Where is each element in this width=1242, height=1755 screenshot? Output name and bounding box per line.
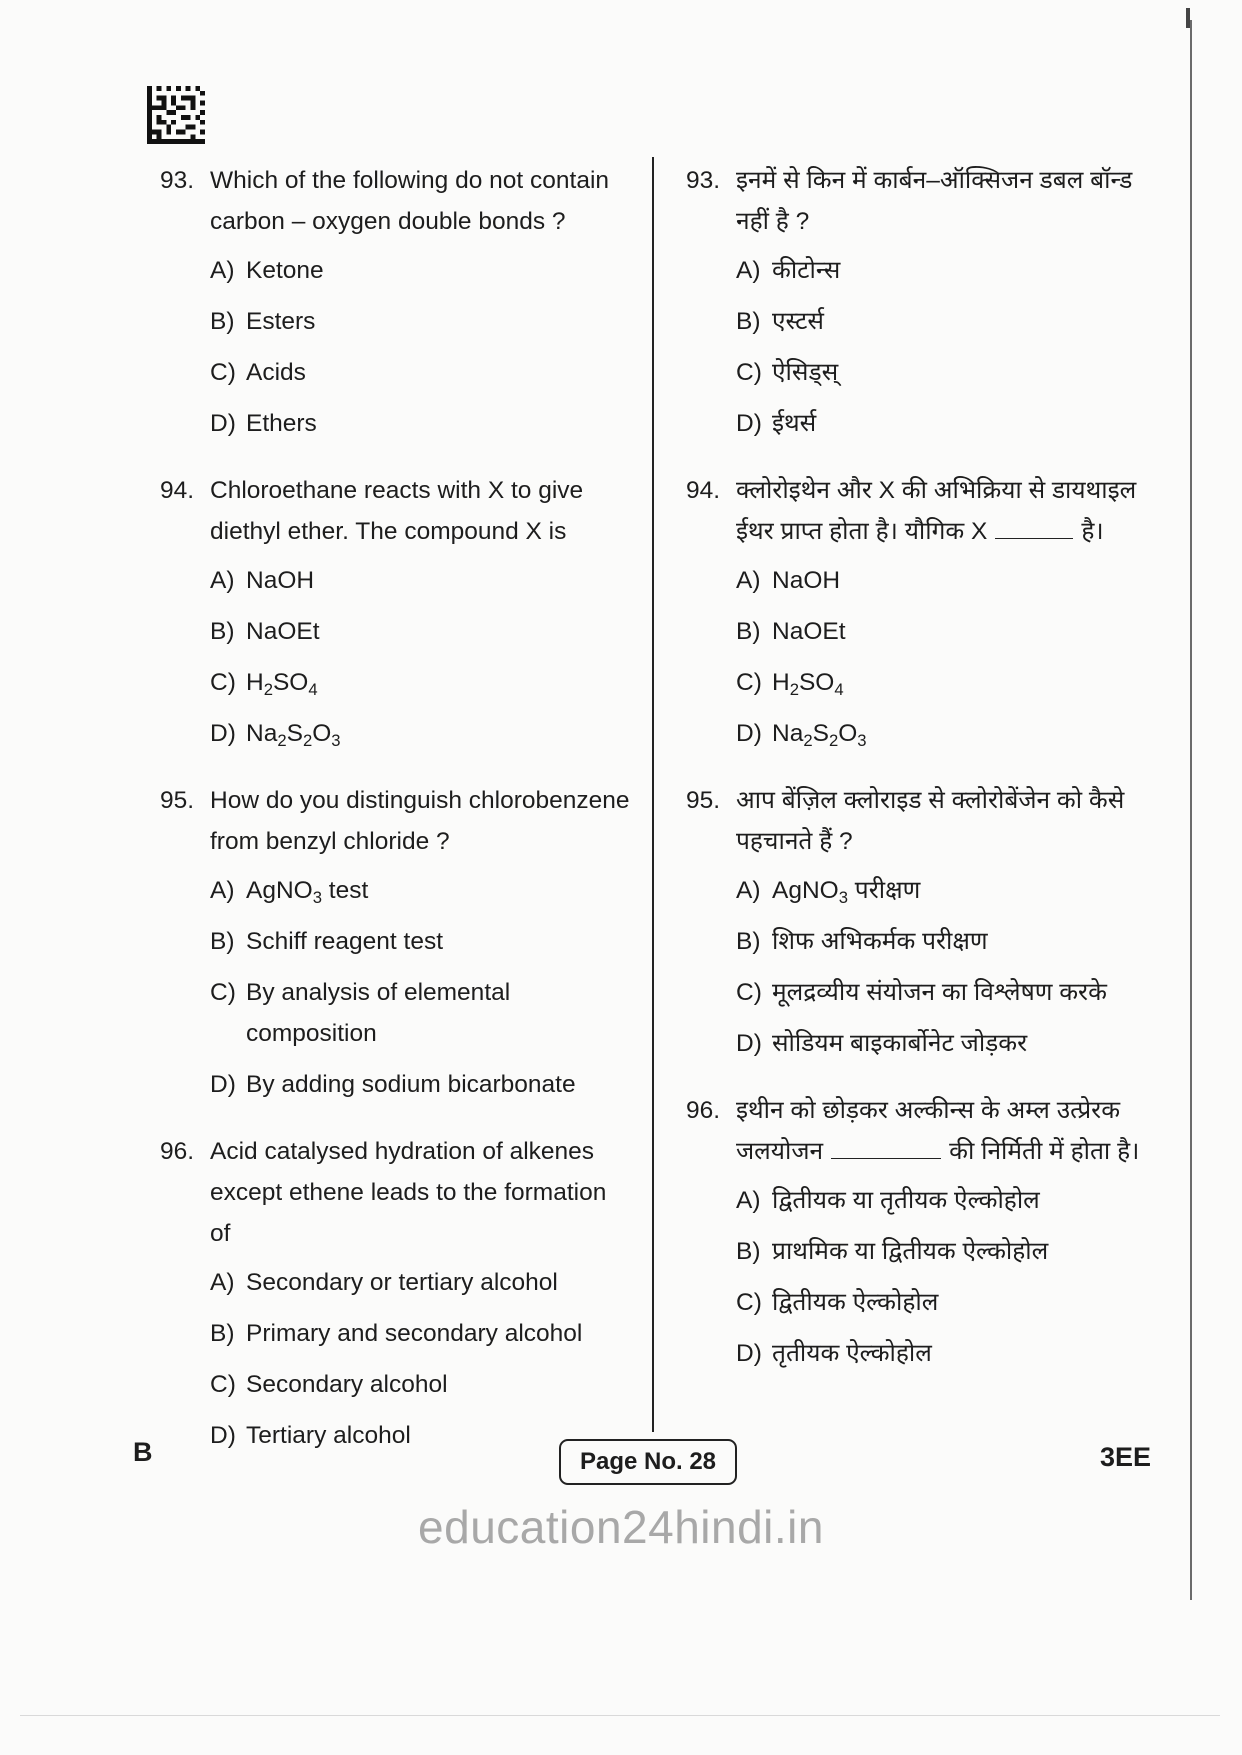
option-d [736, 1333, 1156, 1374]
option-letter: C) [736, 1289, 762, 1316]
question-number: 96. [686, 1097, 721, 1124]
question-93-en [160, 160, 630, 444]
option-a [210, 250, 630, 291]
hindi-column [686, 160, 1156, 1384]
question-96-en [160, 1131, 630, 1456]
option-c [736, 1282, 1156, 1323]
answer-blank [995, 538, 1073, 539]
question-94-en [160, 470, 630, 754]
option-d [736, 1023, 1156, 1064]
question-94-hi [686, 470, 1156, 754]
option-c [736, 662, 1156, 703]
option-text: तृतीयक ऐल्कोहोल [772, 1340, 932, 1367]
option-letter: D) [736, 720, 762, 747]
question-number: 94. [160, 477, 195, 504]
option-b [736, 611, 1156, 652]
option-c [210, 972, 630, 1054]
option-letter: C) [210, 979, 236, 1006]
option-letter: B) [210, 1320, 235, 1347]
option-letter: C) [210, 669, 236, 696]
option-b [210, 611, 630, 652]
option-d [210, 713, 630, 754]
option-c [210, 352, 630, 393]
option-letter: D) [736, 1340, 762, 1367]
option-text: द्वितीयक ऐल्कोहोल [772, 1289, 939, 1316]
column-divider [652, 157, 654, 1432]
option-letter: C) [736, 359, 762, 386]
question-text-end: है। [1081, 518, 1104, 545]
option-text: Acids [246, 359, 306, 386]
question-text: Acid catalysed hydration of alkenes except ethene leads to the formation of [210, 1138, 607, 1247]
option-d [210, 403, 630, 444]
page-number-box: Page No. 28 [559, 1439, 737, 1485]
watermark: education24hindi.in [418, 1501, 824, 1553]
option-text: $Na_2S_2O_3$ [246, 720, 341, 750]
option-letter: B) [210, 928, 235, 955]
option-a [736, 560, 1156, 601]
option-text: NaOEt [246, 618, 320, 645]
option-a [736, 250, 1156, 291]
option-letter: A) [210, 567, 235, 594]
option-letter: B) [736, 308, 761, 335]
option-letter: C) [736, 979, 762, 1006]
option-d [736, 403, 1156, 444]
option-text: ईथर्स [772, 410, 817, 437]
question-95-en [160, 780, 630, 1105]
option-text: Esters [246, 308, 316, 335]
option-text: Ketone [246, 257, 324, 284]
question-number: 93. [686, 167, 721, 194]
option-b [210, 921, 630, 962]
question-text: How do you distinguish chlorobenzene from benzyl chloride ? [210, 787, 630, 855]
option-a [210, 1262, 630, 1303]
option-letter: A) [736, 257, 761, 284]
question-93-hi [686, 160, 1156, 444]
option-c [736, 972, 1156, 1013]
option-text: Secondary alcohol [246, 1371, 448, 1398]
question-text: Chloroethane reacts with X to give diethyl ether. The compound X is [210, 477, 584, 545]
option-b [736, 921, 1156, 962]
option-letter: B) [736, 618, 761, 645]
option-b [736, 1231, 1156, 1272]
option-letter: C) [736, 669, 762, 696]
question-text: Which of the following do not contain carbon – oxygen double bonds ? [210, 167, 610, 235]
option-a [736, 1180, 1156, 1221]
question-text: आप बेंज़िल क्लोराइड से क्लोरोबेंजेन को कैसे पहचानते हैं ? [736, 787, 1125, 855]
option-text: Secondary or tertiary alcohol [246, 1269, 558, 1296]
option-text: By analysis of elemental composition [246, 979, 511, 1047]
option-c [210, 662, 630, 703]
question-text-end: की निर्मिती में होता है। [949, 1138, 1140, 1165]
option-letter: D) [210, 410, 236, 437]
option-c [210, 1364, 630, 1405]
option-text: Schiff reagent test [246, 928, 444, 955]
question-number: 93. [160, 167, 195, 194]
paper-code: 3EE [1100, 1442, 1152, 1472]
question-number: 95. [160, 787, 195, 814]
option-letter: D) [210, 1422, 236, 1449]
option-text: Primary and secondary alcohol [246, 1320, 583, 1347]
option-a [210, 560, 630, 601]
option-text: $Na_2S_2O_3$ [772, 720, 867, 750]
option-text: द्वितीयक या तृतीयक ऐल्कोहोल [772, 1187, 1040, 1214]
option-text: $H_2SO_4$ [772, 669, 844, 699]
option-letter: A) [210, 257, 235, 284]
option-letter: C) [210, 359, 236, 386]
option-letter: D) [210, 720, 236, 747]
english-column [160, 160, 630, 1466]
option-text: By adding sodium bicarbonate [246, 1071, 576, 1098]
option-text: AgNO$_3$ test [246, 877, 369, 907]
option-b [210, 1313, 630, 1354]
question-text-start: इथीन को छोड़कर अल्कीन्स के अम्ल उत्प्रेरक जलयोजन [736, 1097, 1121, 1165]
option-text: $H_2SO_4$ [246, 669, 318, 699]
option-text: NaOH [246, 567, 315, 594]
option-letter: B) [736, 1238, 761, 1265]
bottom-rule [20, 1715, 1220, 1716]
answer-blank [831, 1158, 941, 1159]
option-letter: A) [736, 567, 761, 594]
option-letter: A) [736, 877, 761, 904]
set-letter: B [133, 1437, 153, 1467]
option-text: कीटोन्स [772, 257, 841, 284]
option-b [210, 301, 630, 342]
question-text-start: क्लोरोइथेन और X की अभिक्रिया से डायथाइल ईथर प्राप्त होता है। यौगिक X [736, 477, 1137, 545]
option-text: एस्टर्स [772, 308, 824, 335]
option-d [210, 1064, 630, 1105]
option-letter: B) [210, 618, 235, 645]
option-letter: A) [210, 877, 235, 904]
option-letter: D) [736, 1030, 762, 1057]
option-letter: D) [736, 410, 762, 437]
question-text [736, 470, 1156, 552]
qr-code-icon [147, 86, 205, 144]
page-edge-line [1190, 20, 1192, 1600]
question-number: 94. [686, 477, 721, 504]
question-number: 96. [160, 1138, 195, 1165]
option-text: प्राथमिक या द्वितीयक ऐल्कोहोल [772, 1238, 1049, 1265]
option-text: Ethers [246, 410, 317, 437]
option-letter: C) [210, 1371, 236, 1398]
option-text: NaOH [772, 567, 841, 594]
option-a [210, 870, 630, 911]
option-text: मूलद्रव्यीय संयोजन का विश्लेषण करके [772, 979, 1107, 1006]
option-letter: B) [736, 928, 761, 955]
option-a [736, 870, 1156, 911]
option-c [736, 352, 1156, 393]
option-text: सोडियम बाइकार्बोनेट जोड़कर [772, 1030, 1028, 1057]
option-text: Tertiary alcohol [246, 1422, 411, 1449]
option-letter: D) [210, 1071, 236, 1098]
option-letter: A) [736, 1187, 761, 1214]
option-b [736, 301, 1156, 342]
option-text: शिफ अभिकर्मक परीक्षण [772, 928, 988, 955]
question-96-hi [686, 1090, 1156, 1374]
question-text: इनमें से किन में कार्बन–ऑक्सिजन डबल बॉन्ड नहीं है ? [736, 167, 1133, 235]
question-95-hi [686, 780, 1156, 1064]
option-text: NaOEt [772, 618, 846, 645]
option-text: ऐसिड्स् [772, 359, 839, 386]
question-number: 95. [686, 787, 721, 814]
option-letter: B) [210, 308, 235, 335]
option-d [736, 713, 1156, 754]
option-text: AgNO$_3$ परीक्षण [772, 877, 921, 907]
question-text [736, 1090, 1156, 1172]
option-letter: A) [210, 1269, 235, 1296]
